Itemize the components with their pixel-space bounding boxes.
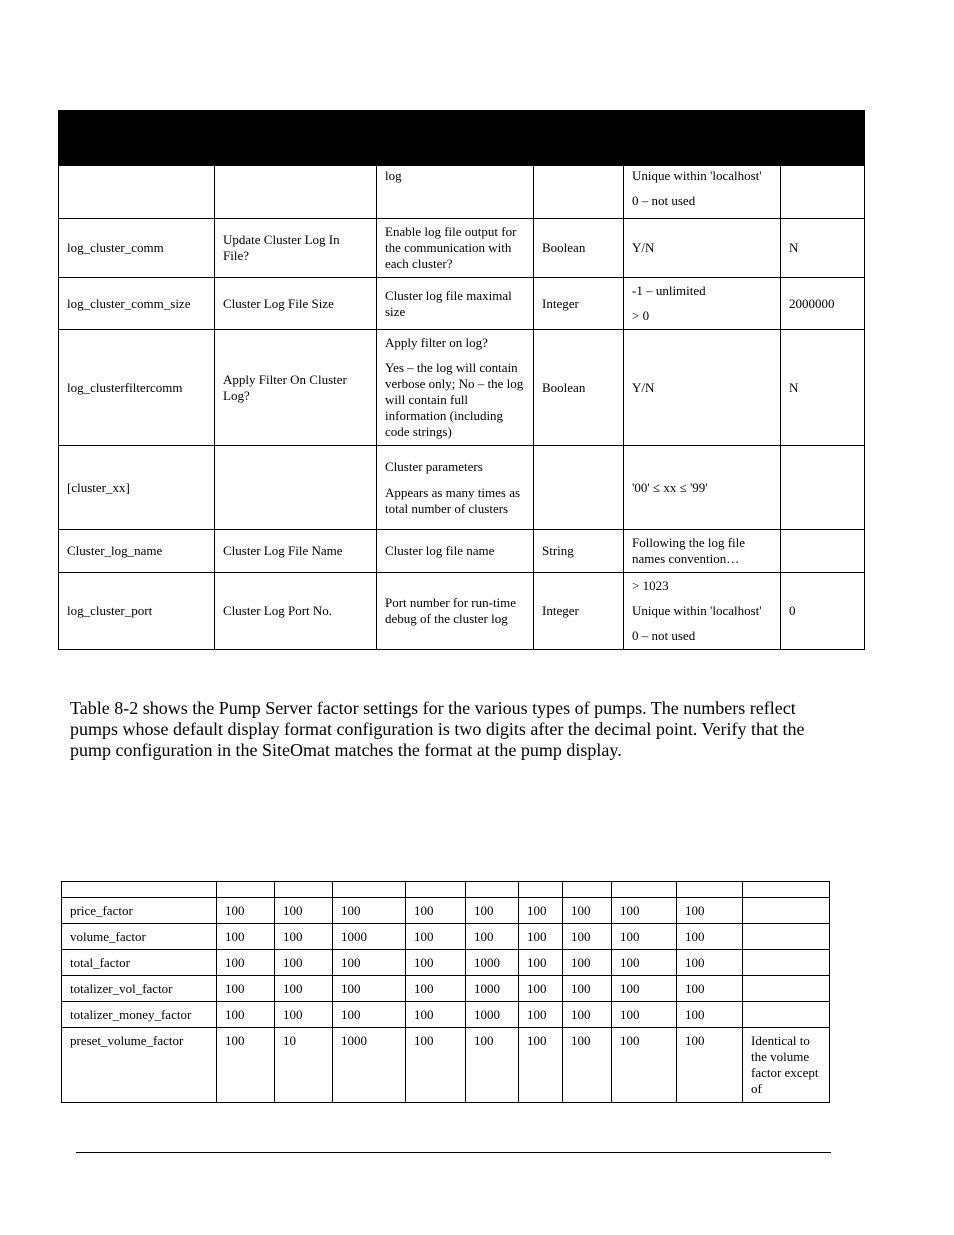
table-row (59, 166, 865, 219)
param-range (624, 330, 781, 446)
factor-name: totalizer_money_factor (62, 1002, 217, 1028)
factor-name: totalizer_vol_factor (62, 976, 217, 1002)
param-range (624, 530, 781, 573)
param-range (624, 166, 781, 219)
range-line: Unique within 'localhost' (632, 168, 762, 183)
factor-value: 100 (406, 924, 466, 950)
param-default (781, 166, 865, 219)
factor-value: 100 (612, 976, 677, 1002)
header-cell (743, 882, 830, 898)
param-label (215, 166, 377, 219)
factor-value: 1000 (333, 924, 406, 950)
param-label (215, 446, 377, 530)
description-line: Cluster log file name (385, 543, 495, 558)
param-name: log_clusterfiltercomm (59, 330, 215, 446)
range-line: 0 – not used (632, 628, 696, 643)
param-description (377, 330, 534, 446)
parameters-table (58, 110, 865, 650)
description-line: Port number for run-time debug of the cluster log (385, 595, 517, 626)
table-header-row (59, 111, 865, 166)
table-header-row (62, 882, 830, 898)
factor-value: 100 (275, 976, 333, 1002)
param-name: log_cluster_comm (59, 219, 215, 278)
range-line: 0 – not used (632, 193, 696, 208)
description-line: Enable log file output for the communication with each cluster? (385, 224, 517, 271)
param-description (377, 278, 534, 330)
factor-value: 100 (519, 1028, 563, 1103)
factor-value: 100 (612, 924, 677, 950)
param-type: String (534, 530, 624, 573)
param-label: Update Cluster Log In File? (215, 219, 377, 278)
factor-value: 1000 (466, 976, 519, 1002)
param-name (59, 166, 215, 219)
factor-value: 100 (406, 976, 466, 1002)
param-label: Apply Filter On Cluster Log? (215, 330, 377, 446)
header-cell (519, 882, 563, 898)
table-row (59, 219, 865, 278)
factor-value: 100 (677, 1002, 743, 1028)
factor-value: 100 (563, 976, 612, 1002)
description-line: Cluster log file maximal size (385, 287, 512, 319)
param-default: N (781, 330, 865, 446)
factor-value: 1000 (466, 1002, 519, 1028)
factor-note: Identical to the volume factor except of (743, 1028, 830, 1103)
table-row (62, 924, 830, 950)
param-description (377, 219, 534, 278)
range-line: '00' ≤ xx ≤ '99' (632, 479, 708, 495)
factor-value: 100 (406, 950, 466, 976)
factor-value: 100 (519, 924, 563, 950)
factor-value: 100 (275, 898, 333, 924)
param-name: Cluster_log_name (59, 530, 215, 573)
table-row (59, 278, 865, 330)
header-cell (466, 882, 519, 898)
factor-value: 100 (217, 976, 275, 1002)
factor-value: 100 (333, 1002, 406, 1028)
param-range (624, 446, 781, 530)
factor-value: 100 (612, 1028, 677, 1103)
range-line: Y/N (632, 240, 655, 255)
factor-value: 100 (677, 976, 743, 1002)
pump-factor-table (61, 881, 830, 1103)
description-line: Apply filter on log? (385, 335, 488, 350)
param-type: Boolean (534, 330, 624, 446)
param-description (377, 166, 534, 219)
table-row (62, 1002, 830, 1028)
param-range (624, 219, 781, 278)
factor-value: 1000 (466, 950, 519, 976)
param-name: log_cluster_comm_size (59, 278, 215, 330)
header-cell (275, 882, 333, 898)
factor-value: 100 (466, 1028, 519, 1103)
factor-value: 100 (563, 1028, 612, 1103)
param-default: 0 (781, 573, 865, 650)
factor-name: total_factor (62, 950, 217, 976)
range-line: Y/N (632, 379, 655, 395)
factor-value: 100 (406, 1002, 466, 1028)
factor-value: 100 (563, 950, 612, 976)
factor-value: 100 (217, 898, 275, 924)
factor-note (743, 950, 830, 976)
factor-value: 100 (217, 1002, 275, 1028)
param-range (624, 278, 781, 330)
factor-value: 100 (217, 950, 275, 976)
factor-value: 1000 (333, 1028, 406, 1103)
param-type: Integer (534, 278, 624, 330)
factor-value: 100 (612, 898, 677, 924)
factor-name: volume_factor (62, 924, 217, 950)
table-row (62, 976, 830, 1002)
factor-note (743, 924, 830, 950)
factor-value: 100 (275, 924, 333, 950)
param-label: Cluster Log File Size (215, 278, 377, 330)
factor-value: 100 (519, 1002, 563, 1028)
factor-value: 100 (612, 950, 677, 976)
table-row (59, 446, 865, 530)
factor-value: 100 (406, 1028, 466, 1103)
footer-divider (76, 1152, 831, 1153)
table-row (62, 950, 830, 976)
param-description (377, 530, 534, 573)
header-cell (677, 882, 743, 898)
param-default (781, 530, 865, 573)
table-row (59, 530, 865, 573)
factor-value: 100 (677, 950, 743, 976)
factor-note (743, 898, 830, 924)
factor-value: 100 (217, 1028, 275, 1103)
factor-value: 100 (275, 1002, 333, 1028)
factor-note (743, 1002, 830, 1028)
header-cell (612, 882, 677, 898)
factor-value: 100 (519, 950, 563, 976)
description-line: Cluster parameters (385, 458, 483, 474)
factor-value: 100 (406, 898, 466, 924)
header-cell (333, 882, 406, 898)
range-line: > 0 (632, 308, 650, 323)
param-type: Boolean (534, 219, 624, 278)
body-paragraph: Table 8-2 shows the Pump Server factor settings for the various types of pumps. The numbers reflect pumps whose default display format configuration is two digits after the decimal point. Verify that the pump configuration in the SiteOmat matches the format at the pump display. (70, 698, 805, 760)
range-line: -1 – unlimited (632, 283, 706, 298)
description-line: Appears as many times as total number of clusters (385, 484, 521, 516)
table-row (62, 1028, 830, 1103)
range-line: Following the log file names convention… (632, 535, 746, 566)
param-type (534, 446, 624, 530)
factor-value: 100 (275, 950, 333, 976)
factor-value: 100 (677, 1028, 743, 1103)
factor-value: 100 (466, 924, 519, 950)
factor-value: 100 (333, 950, 406, 976)
factor-value: 100 (563, 924, 612, 950)
param-name: [cluster_xx] (59, 446, 215, 530)
factor-name: price_factor (62, 898, 217, 924)
param-default: N (781, 219, 865, 278)
header-cell (59, 111, 215, 166)
factor-value: 100 (466, 898, 519, 924)
param-default (781, 446, 865, 530)
header-cell (217, 882, 275, 898)
factor-value: 100 (519, 898, 563, 924)
description-line: Yes – the log will contain verbose only; No – the log will contain full information (including code strings) (385, 360, 524, 439)
header-cell (406, 882, 466, 898)
factor-value: 100 (612, 1002, 677, 1028)
range-line: > 1023 (632, 578, 669, 593)
range-line: Unique within 'localhost' (632, 603, 762, 618)
table-row (59, 330, 865, 446)
factor-value: 100 (677, 898, 743, 924)
param-label: Cluster Log Port No. (215, 573, 377, 650)
factor-value: 100 (563, 1002, 612, 1028)
factor-value: 100 (519, 976, 563, 1002)
factor-note (743, 976, 830, 1002)
param-type: Integer (534, 573, 624, 650)
param-range (624, 573, 781, 650)
param-type (534, 166, 624, 219)
param-default: 2000000 (781, 278, 865, 330)
param-description (377, 573, 534, 650)
param-name: log_cluster_port (59, 573, 215, 650)
factor-value: 10 (275, 1028, 333, 1103)
factor-value: 100 (677, 924, 743, 950)
table-row (59, 573, 865, 650)
header-cell (563, 882, 612, 898)
header-cell (62, 882, 217, 898)
factor-value: 100 (563, 898, 612, 924)
factor-name: preset_volume_factor (62, 1028, 217, 1103)
table-row (62, 898, 830, 924)
factor-value: 100 (333, 976, 406, 1002)
factor-value: 100 (217, 924, 275, 950)
param-description (377, 446, 534, 530)
param-label: Cluster Log File Name (215, 530, 377, 573)
factor-value: 100 (333, 898, 406, 924)
description-line: log (385, 168, 402, 183)
header-cell (215, 111, 865, 166)
